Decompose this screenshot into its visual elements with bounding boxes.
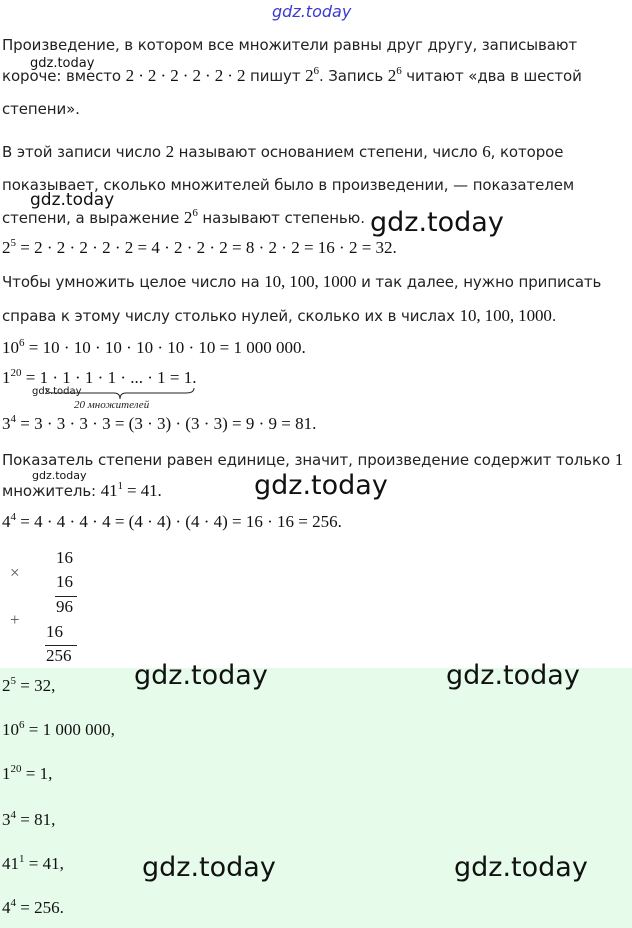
plus-sign: + xyxy=(10,610,20,629)
paragraph-4-line-1 xyxy=(2,450,623,470)
math-number: 1 xyxy=(614,450,624,469)
answer-value: = 1, xyxy=(21,764,53,783)
text-segment: Показатель степени равен единице, значит, произведение содержит только xyxy=(2,451,615,469)
underbrace-label: 20 множителей xyxy=(74,399,150,411)
power-base: 4 xyxy=(2,898,11,917)
equation-rest: = 2 · 2 · 2 · 2 · 2 = 4 · 2 · 2 · 2 = 8 · 2 · 2 = 16 · 2 = 32. xyxy=(16,238,397,257)
equation-rest: = 10 · 10 · 10 · 10 · 10 · 10 = 1 000 000. xyxy=(24,338,306,357)
answer-line xyxy=(2,720,115,740)
math-power xyxy=(101,481,162,500)
watermark: gdz.today xyxy=(32,469,87,482)
text-segment: множитель: xyxy=(2,482,101,500)
power-exponent: 1 xyxy=(19,853,25,865)
power-exponent: 4 xyxy=(10,897,16,909)
answer-line xyxy=(2,676,55,696)
power-base: 1 xyxy=(2,764,11,783)
multiplicand: 16 xyxy=(56,548,73,567)
power-base: 10 xyxy=(2,720,19,739)
power-exponent: 4 xyxy=(10,511,16,523)
text-segment: Чтобы умножить целое число на xyxy=(2,273,265,291)
power-exponent: 20 xyxy=(10,763,22,775)
equation-10-pow-6 xyxy=(2,338,306,358)
answer-value: = 256. xyxy=(16,898,64,917)
text-segment: короче: вместо xyxy=(2,67,126,85)
paragraph-4-line-2 xyxy=(2,481,162,501)
watermark: gdz.today xyxy=(134,660,268,691)
equation-rest: = 3 · 3 · 3 · 3 = (3 · 3) · (3 · 3) = 9 · 9 = 81. xyxy=(16,414,317,433)
answer-line xyxy=(2,810,55,830)
math-number: 6 xyxy=(482,142,491,161)
text-segment: В этой записи число xyxy=(2,143,166,161)
math-numbers: 10, 100, 1000 xyxy=(459,306,552,325)
answer-line xyxy=(2,764,52,784)
power-exponent: 4 xyxy=(10,413,16,425)
equation-2-pow-5 xyxy=(2,238,397,258)
power-base: 2 xyxy=(2,238,11,257)
answer-line xyxy=(2,854,64,874)
watermark: gdz.today xyxy=(32,386,82,397)
equation-rest: = 1. xyxy=(165,368,197,387)
text-segment: . xyxy=(551,307,557,325)
power-base: 2 xyxy=(2,676,11,695)
answer-value: = 41, xyxy=(24,854,64,873)
answer-value: = 32, xyxy=(16,676,56,695)
math-power xyxy=(388,66,402,85)
math-product: 2 · 2 · 2 · 2 · 2 · 2 xyxy=(125,66,246,85)
equation-rest: = 41. xyxy=(122,481,162,500)
text-segment: степени, а выражение xyxy=(2,209,184,227)
watermark: gdz.today xyxy=(142,852,276,883)
equation-rest: = xyxy=(21,368,40,387)
watermark: gdz.today xyxy=(454,852,588,883)
power-base: 2 xyxy=(305,66,314,85)
math-power xyxy=(184,208,198,227)
math-numbers: 10, 100, 1000 xyxy=(264,272,357,291)
paragraph-2-line-3 xyxy=(2,208,365,228)
power-exponent: 20 xyxy=(10,367,22,379)
text-segment: справа к этому числу столько нулей, сколько их в числах xyxy=(2,307,460,325)
equation-rest: = 4 · 4 · 4 · 4 = (4 · 4) · (4 · 4) = 16 · 16 = 256. xyxy=(16,512,342,531)
text-segment: называют основанием степени, число xyxy=(174,143,483,161)
power-base: 2 xyxy=(387,66,397,85)
watermark: gdz.today xyxy=(30,190,115,210)
text-segment: , которое xyxy=(490,143,564,161)
watermark: gdz.today xyxy=(30,56,95,71)
watermark: gdz.today xyxy=(446,660,580,691)
answer-block xyxy=(0,668,632,928)
text-segment: пишут xyxy=(245,67,306,85)
paragraph-2-line-2: показывает, сколько множителей было в произведении, — показателем xyxy=(2,176,575,194)
power-exponent: 6 xyxy=(192,207,198,219)
paragraph-1-line-1: Произведение, в котором все множители равны друг другу, записывают xyxy=(2,36,578,54)
power-base: 2 xyxy=(183,208,193,227)
answer-line xyxy=(2,898,64,918)
site-watermark-top: gdz.today xyxy=(272,2,352,21)
power-exponent: 6 xyxy=(313,65,319,77)
power-exponent: 4 xyxy=(10,809,16,821)
partial-product-1: 96 xyxy=(56,597,73,616)
power-exponent: 6 xyxy=(19,337,25,349)
power-exponent: 5 xyxy=(10,237,16,249)
power-base: 3 xyxy=(2,810,11,829)
answer-value: = 81, xyxy=(16,810,56,829)
power-exponent: 6 xyxy=(19,719,25,731)
power-exponent: 1 xyxy=(117,480,123,492)
text-segment: читают «два в шестой xyxy=(401,67,582,85)
paragraph-1-line-3: степени». xyxy=(2,100,80,118)
multiplier: 16 xyxy=(56,572,73,591)
power-base: 10 xyxy=(2,338,19,357)
power-base: 3 xyxy=(2,414,11,433)
power-exponent: 5 xyxy=(10,675,16,687)
answer-value: = 1 000 000, xyxy=(24,720,115,739)
partial-product-2: 16 xyxy=(46,622,63,641)
column-result: 256 xyxy=(46,646,72,665)
times-sign: × xyxy=(10,563,20,582)
watermark: gdz.today xyxy=(254,470,388,501)
power-exponent: 6 xyxy=(396,65,402,77)
text-segment: . Запись xyxy=(318,67,388,85)
math-number: 2 xyxy=(165,142,175,161)
power-base: 41 xyxy=(100,481,118,500)
math-power xyxy=(305,66,319,85)
power-base: 4 xyxy=(2,512,11,531)
power-base: 1 xyxy=(2,368,11,387)
equation-3-pow-4 xyxy=(2,414,316,434)
power-base: 41 xyxy=(2,854,19,873)
paragraph-2-line-1 xyxy=(2,142,563,162)
watermark: gdz.today xyxy=(370,207,504,238)
equation-1-pow-20 xyxy=(2,368,197,388)
text-segment: называют степенью. xyxy=(197,209,365,227)
text-segment: и так далее, нужно приписать xyxy=(356,273,602,291)
paragraph-3-line-2 xyxy=(2,306,556,326)
underbraced-product: 1 · 1 · 1 · 1 · ... · 1 xyxy=(39,368,166,387)
paragraph-3-line-1 xyxy=(2,272,601,292)
equation-4-pow-4 xyxy=(2,512,342,532)
